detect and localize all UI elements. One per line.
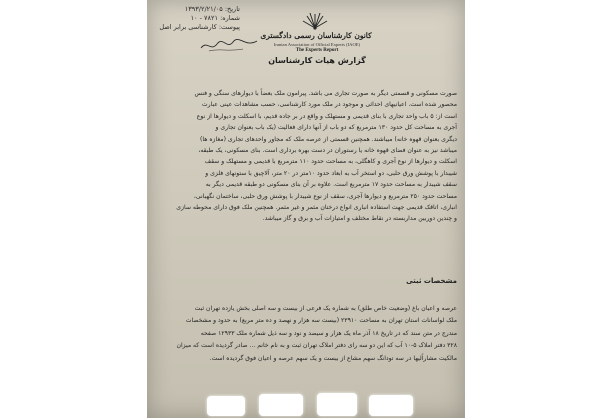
- registration-line: ۳۲۸ دفتر املاک ۵-۱۰ آب که این دو سه رای دفتر املاک تهران ثبت و به نام خانم ... صادر گردیده است که میزان: [176, 342, 457, 350]
- body-line: محصور شده است. اعیانیهای احداثی و موجود در ملک مورد کارشناسی، حسب مشاهدات عینی عبارت: [201, 101, 457, 109]
- body-line: آجری به مساحت کل حدود ۱۳۰ مترمربع که دو باب از آنها دارای فعالیت (یک باب بعنوان تجاری و: [215, 124, 457, 132]
- body-line: میباشد نیز به عنوان فضای قهوه خانه یا رستوران در دست بهره برداری است. بنای مسکونی، یک طبقه،: [198, 147, 457, 155]
- letter-number: شماره: ۷۸۲۱ - ۱۰: [190, 14, 240, 22]
- body-line: مساحت حدود ۲۵۰ مترمربع و دیوارها آجری، سقف از نوع شیبدار با پوشش ورق حلبی، ساختمان نگهبانی،: [193, 192, 457, 200]
- section-title-registration: مشخصات ثبتی: [406, 277, 457, 285]
- organization-name-en: Iranian Association of Official Experts (IAOE): [273, 42, 361, 47]
- registration-line: ملک لواسانات استان تهران به مساحت ۲۳۹۱۰ (بیست سه هزار و نهصد و ده متر مربع) به حدود و مشخصات: [185, 317, 457, 325]
- body-line: انباری، اتاقک قدیمی جهت استفاده انباری انواع درختان مثمر و غیر مثمر. همچنین ملک فوق دارای محوطه سازی: [176, 204, 457, 212]
- body-line: شیبدار با پوشش ورق حلبی، دو استخر آب به ابعاد حدود ۱۰متر در ۲۰ متر، آلاچیق با ستونهای فلزی و: [205, 169, 457, 177]
- redaction-mark: [259, 394, 303, 416]
- association-logo-icon: [302, 10, 328, 30]
- body-line: اسکلت و دیوارها از نوع آجری و کاهگلی، به مساحت حدود ۱۱۰ مترمربع با قدیمی و مستهلک و سقف: [204, 158, 457, 166]
- redaction-mark: [369, 395, 413, 416]
- registration-line: عرصه و اعیان باغ (وضعیت خاص طلق) به شماره یک فرعی از بیست و سه اصلی بخش یازده تهران ثبت: [194, 305, 457, 312]
- redaction-mark: [317, 393, 357, 416]
- report-label-en: The Experts Report: [295, 48, 339, 53]
- redaction-mark: [207, 396, 245, 416]
- letter-date: تاریخ: ۱۳۹۳/۲/۲۱/۰۵: [184, 5, 240, 13]
- body-line: سقف شیبدار به مساحت حدود ۱۷ مترمربع است. علاوه بر آن بنای مسکونی دو طبقه قدیمی دیگر به: [205, 181, 457, 189]
- letter-metadata: [155, 5, 240, 32]
- body-line: دیگری بعنوان قهوه خانه) میباشند. همچنین قسمتی از عرصه ملک که مجاور واحدهای تجاری (مغازه ها): [199, 135, 457, 143]
- body-line: و چندین دوربین مداربسته در نقاط مختلف و امتیازات آب و برق و گاز میباشد.: [262, 215, 457, 223]
- organization-name-fa: کانون کارشناسان رسمی دادگستری: [260, 31, 372, 40]
- letter-attachment: پیوست: کارشناسی برابر اصل: [159, 23, 240, 31]
- document-page: [147, 0, 465, 418]
- report-title: گزارش هیات کارشناسان: [268, 56, 366, 65]
- body-line: صورت مسکونی و قسمتی دیگر به صورت تجاری می باشد. پیرامون ملک بعضاً با دیوارهای سنگی و فنس: [194, 90, 457, 97]
- report-body: [155, 88, 457, 225]
- body-line: است از: ۵ باب واحد تجاری با بنای قدیمی و مستهلک و واقع در بر جاده قدیم، با اسکلت و دیوارها از نوع: [196, 112, 457, 120]
- registration-line: مالکیت مشاراًلیها در سه تودانگ سهم مشاع از بیست و یک سهم عرصه و اعیان فوق گردیده است.: [209, 354, 457, 362]
- registration-details: [155, 303, 457, 365]
- registration-line: مندرج در متن سند که در تاریخ ۱۸ آذر ماه یک هزار و سیصد و نود و سه ذیل شماره ملک ۱۲۹۳۳ صفحه: [200, 329, 457, 337]
